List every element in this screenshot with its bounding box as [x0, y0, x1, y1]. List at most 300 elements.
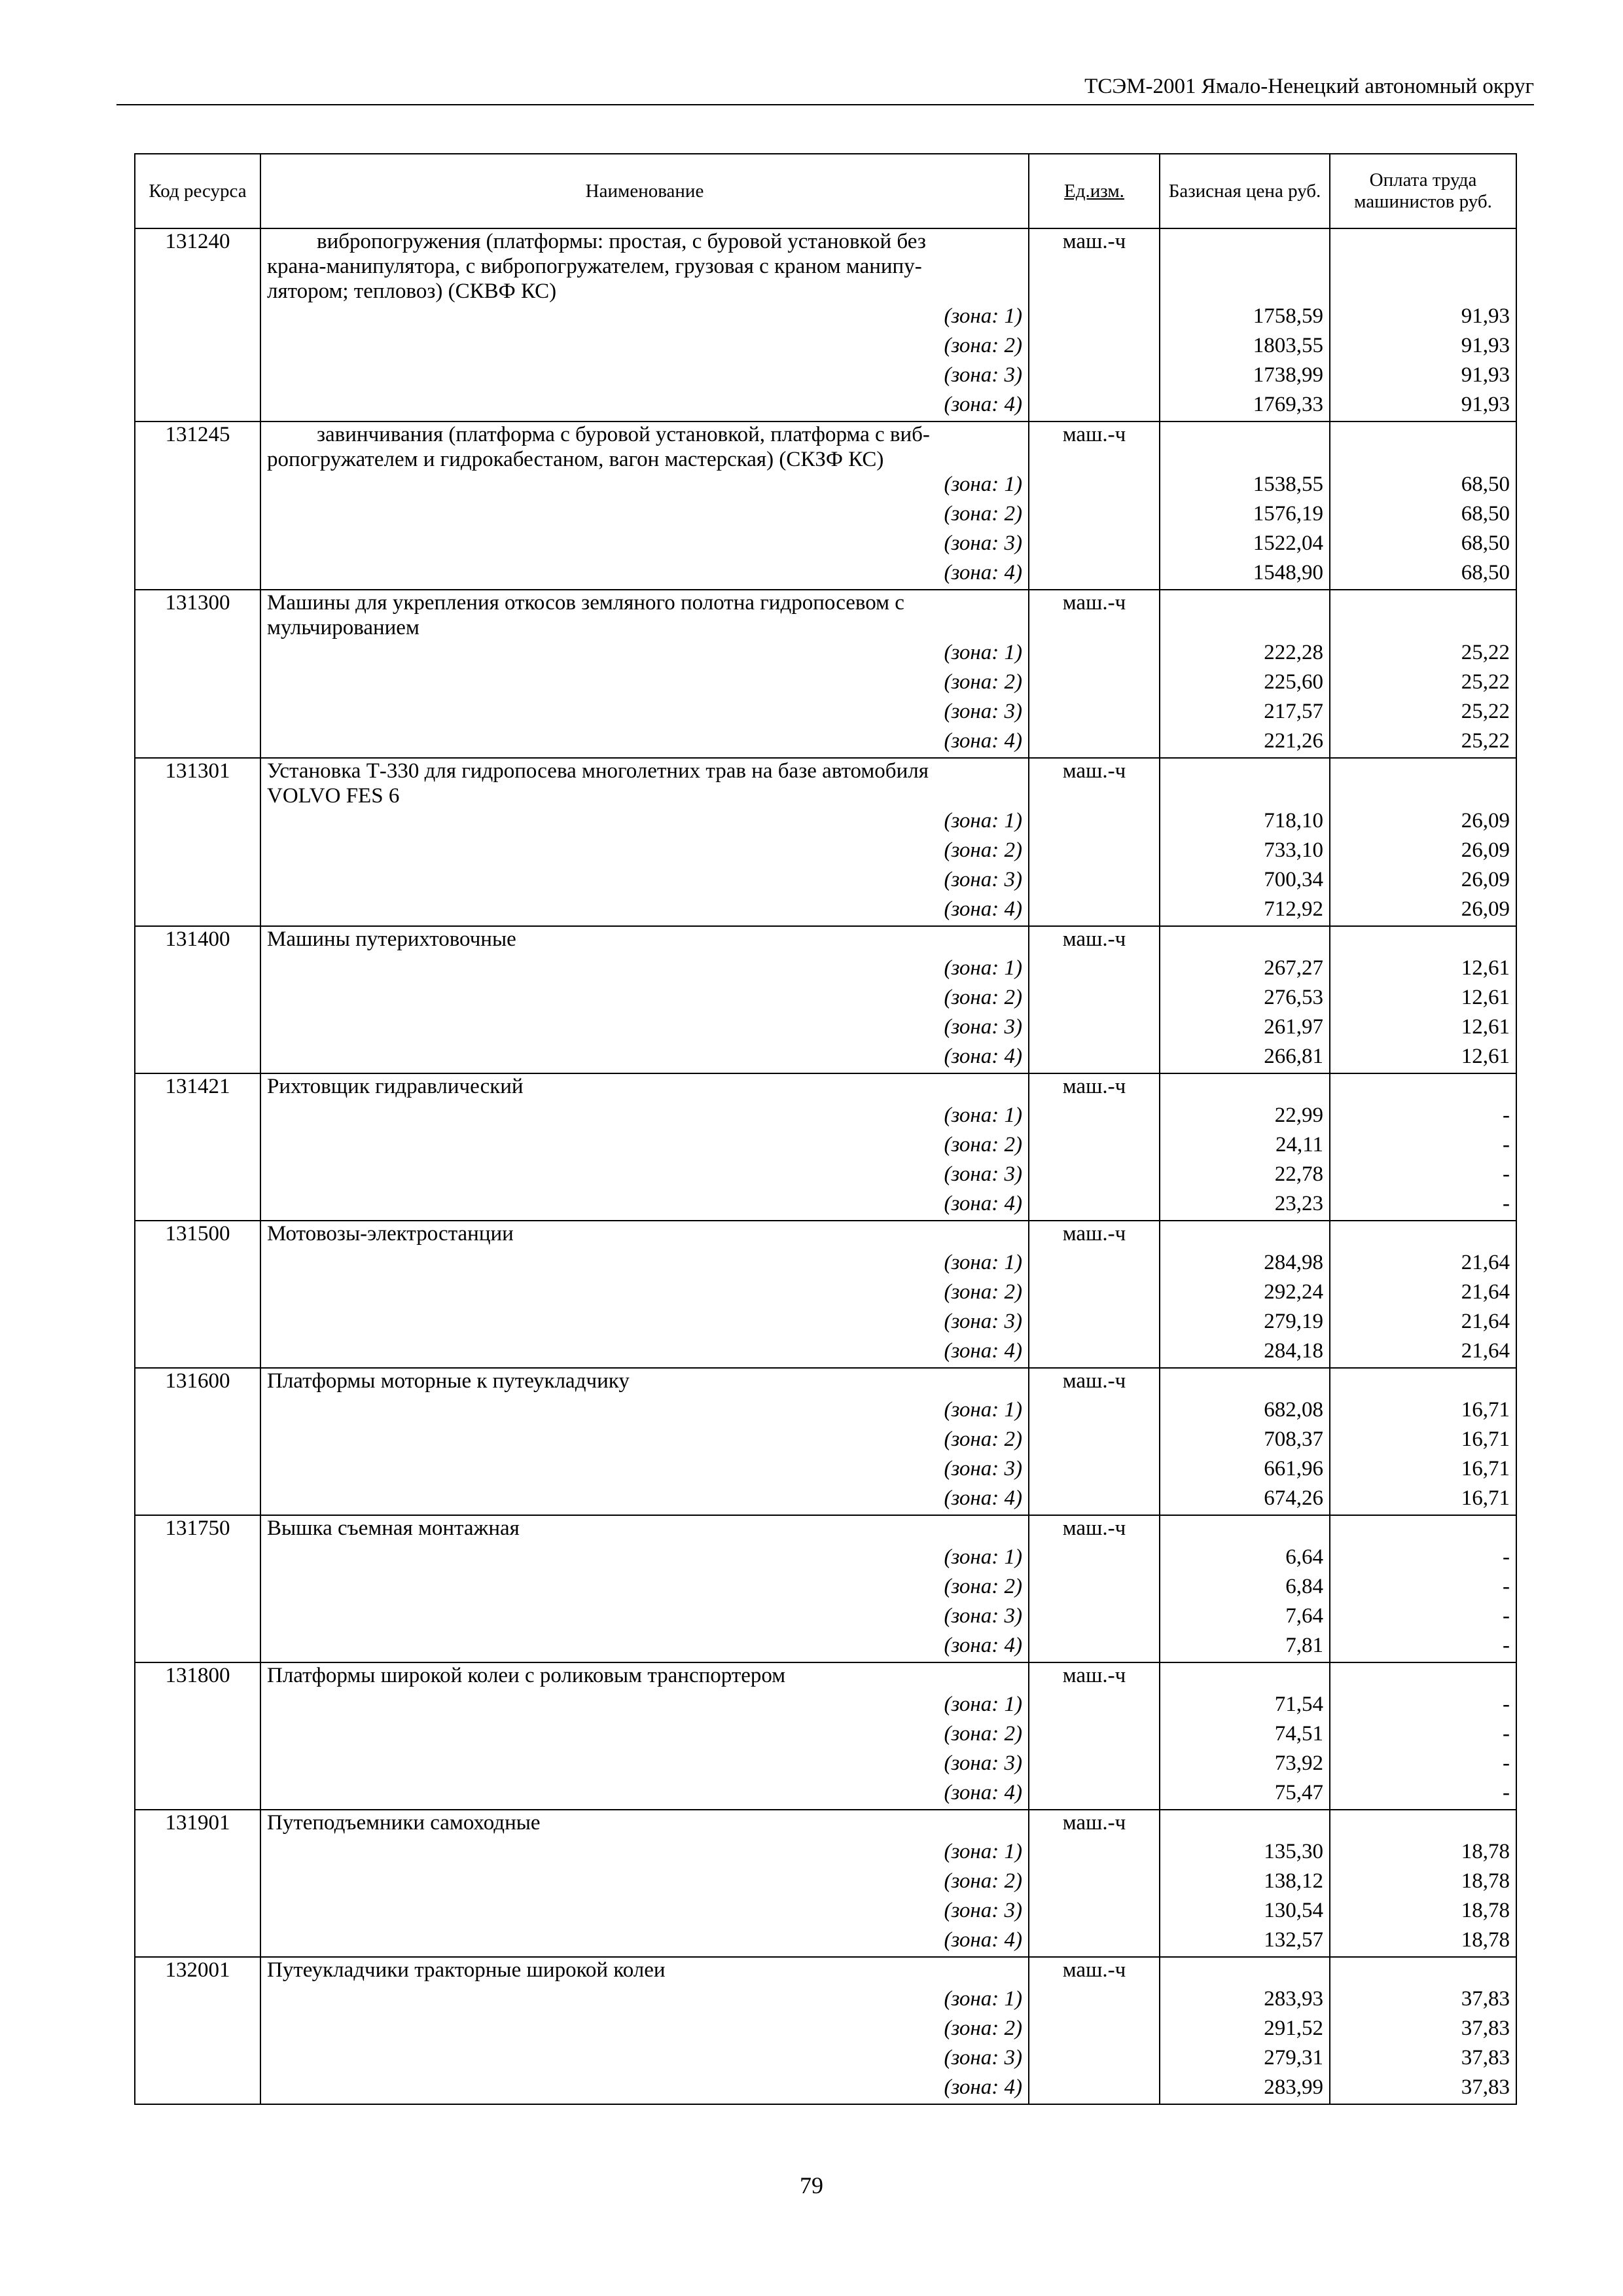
unit-cell-empty [1029, 560, 1160, 590]
price-value: 6,84 [1160, 1574, 1330, 1604]
labor-value: 68,50 [1330, 560, 1516, 590]
labor-value: 16,71 [1330, 1427, 1516, 1456]
price-cell [1160, 1662, 1330, 1692]
zone-row [135, 304, 1516, 333]
zone-label: (зона: 3) [260, 1162, 1029, 1191]
unit-cell-empty [1029, 867, 1160, 897]
unit-cell-empty [1029, 1839, 1160, 1869]
price-value: 73,92 [1160, 1751, 1330, 1780]
price-value: 284,18 [1160, 1338, 1330, 1368]
resource-name-line: лятором; тепловоз) (СКВФ КС) [267, 279, 557, 303]
resource-name-line: крана-манипулятора, с вибропогружателем, грузовая с краном манипу- [267, 255, 922, 278]
labor-value: 68,50 [1330, 531, 1516, 560]
price-value: 71,54 [1160, 1692, 1330, 1721]
code-cell-empty [135, 867, 260, 897]
labor-cell [1330, 1368, 1516, 1397]
price-value: 135,30 [1160, 1839, 1330, 1869]
zone-label: (зона: 4) [260, 560, 1029, 590]
zone-row [135, 1545, 1516, 1574]
code-cell-empty [135, 1103, 260, 1132]
unit-cell-empty [1029, 1692, 1160, 1721]
code-cell-empty [135, 2016, 260, 2045]
unit-cell-empty [1029, 1132, 1160, 1162]
zone-row [135, 1574, 1516, 1604]
unit-cell-empty [1029, 1456, 1160, 1486]
resource-name: Мотовозы-электростанции [260, 1221, 1029, 1250]
unit-cell: маш.-ч [1029, 1368, 1160, 1397]
code-cell-empty [135, 1280, 260, 1309]
unit-cell-empty [1029, 1014, 1160, 1044]
price-value: 75,47 [1160, 1780, 1330, 1810]
code-cell-empty [135, 1545, 260, 1574]
code-cell-empty [135, 985, 260, 1014]
labor-value: - [1330, 1545, 1516, 1574]
zone-row [135, 1309, 1516, 1338]
unit-cell-empty [1029, 472, 1160, 501]
zone-row [135, 1162, 1516, 1191]
unit-cell: маш.-ч [1029, 590, 1160, 640]
zone-row [135, 1869, 1516, 1898]
zone-row [135, 956, 1516, 985]
price-cell [1160, 758, 1330, 808]
unit-cell-empty [1029, 808, 1160, 838]
code-cell-empty [135, 472, 260, 501]
code-cell-empty [135, 1250, 260, 1280]
unit-cell-empty [1029, 1309, 1160, 1338]
resource-code: 131800 [135, 1662, 260, 1692]
price-value: 74,51 [1160, 1721, 1330, 1751]
zone-row [135, 699, 1516, 728]
resource-name: Платформы широкой колеи с роликовым транспортером [260, 1662, 1029, 1692]
zone-row [135, 1928, 1516, 1957]
zone-row [135, 728, 1516, 758]
zone-row [135, 1280, 1516, 1309]
zone-label: (зона: 4) [260, 728, 1029, 758]
labor-value: - [1330, 1574, 1516, 1604]
zone-row [135, 531, 1516, 560]
code-cell-empty [135, 1751, 260, 1780]
code-cell-empty [135, 1839, 260, 1869]
resource-name: Платформы моторные к путеукладчику [260, 1368, 1029, 1397]
unit-cell-empty [1029, 392, 1160, 422]
labor-value: 18,78 [1330, 1928, 1516, 1957]
zone-label: (зона: 1) [260, 1103, 1029, 1132]
zone-label: (зона: 4) [260, 1486, 1029, 1515]
zone-label: (зона: 2) [260, 333, 1029, 363]
zone-row [135, 867, 1516, 897]
unit-cell: маш.-ч [1029, 1515, 1160, 1545]
unit-cell-empty [1029, 1103, 1160, 1132]
price-value: 292,24 [1160, 1280, 1330, 1309]
resource-code: 131300 [135, 590, 260, 640]
price-value: 7,64 [1160, 1604, 1330, 1633]
code-cell-empty [135, 1692, 260, 1721]
labor-value: 68,50 [1330, 472, 1516, 501]
price-value: 1803,55 [1160, 333, 1330, 363]
zone-row [135, 808, 1516, 838]
zone-label: (зона: 1) [260, 1545, 1029, 1574]
unit-cell-empty [1029, 1986, 1160, 2016]
table-row [135, 1515, 1516, 1545]
zone-label: (зона: 1) [260, 304, 1029, 333]
zone-row [135, 1397, 1516, 1427]
unit-cell: маш.-ч [1029, 422, 1160, 472]
zone-row [135, 670, 1516, 699]
zone-row [135, 501, 1516, 531]
labor-cell [1330, 1810, 1516, 1839]
labor-value: - [1330, 1751, 1516, 1780]
unit-cell-empty [1029, 2075, 1160, 2104]
price-value: 718,10 [1160, 808, 1330, 838]
labor-value: - [1330, 1721, 1516, 1751]
unit-cell: маш.-ч [1029, 1662, 1160, 1692]
zone-row [135, 1839, 1516, 1869]
zone-label: (зона: 2) [260, 1574, 1029, 1604]
table-row [135, 1368, 1516, 1397]
labor-cell [1330, 758, 1516, 808]
price-cell [1160, 1515, 1330, 1545]
zone-row [135, 1427, 1516, 1456]
zone-row [135, 1044, 1516, 1073]
unit-cell: маш.-ч [1029, 926, 1160, 956]
code-cell-empty [135, 1574, 260, 1604]
price-value: 132,57 [1160, 1928, 1330, 1957]
unit-cell: маш.-ч [1029, 1810, 1160, 1839]
unit-cell-empty [1029, 1191, 1160, 1221]
table-row [135, 758, 1516, 808]
code-cell-empty [135, 956, 260, 985]
header-rule [116, 104, 1534, 105]
table-body [135, 228, 1516, 2104]
zone-label: (зона: 2) [260, 1721, 1029, 1751]
zone-label: (зона: 1) [260, 1839, 1029, 1869]
zone-row [135, 1103, 1516, 1132]
table-row [135, 590, 1516, 640]
zone-row [135, 1780, 1516, 1810]
labor-cell [1330, 1515, 1516, 1545]
zone-row [135, 1486, 1516, 1515]
code-cell-empty [135, 392, 260, 422]
code-cell-empty [135, 2045, 260, 2075]
zone-row [135, 2045, 1516, 2075]
resource-name-line: Машины для укрепления откосов земляного полотна гидропосевом с [267, 591, 904, 615]
labor-value: 37,83 [1330, 2075, 1516, 2104]
price-value: 138,12 [1160, 1869, 1330, 1898]
code-cell-empty [135, 1191, 260, 1221]
unit-cell-empty [1029, 897, 1160, 926]
price-cell [1160, 1221, 1330, 1250]
price-value: 222,28 [1160, 640, 1330, 670]
resource-code: 131301 [135, 758, 260, 808]
labor-cell [1330, 422, 1516, 472]
labor-value: 16,71 [1330, 1486, 1516, 1515]
code-cell-empty [135, 1486, 260, 1515]
table-row [135, 228, 1516, 304]
zone-row [135, 1456, 1516, 1486]
resource-name-line: Установка Т-330 для гидропосева многолетних трав на базе автомобиля [267, 759, 929, 783]
price-value: 22,78 [1160, 1162, 1330, 1191]
zone-label: (зона: 4) [260, 392, 1029, 422]
price-cell [1160, 590, 1330, 640]
labor-value: 91,93 [1330, 392, 1516, 422]
resource-name: Путеукладчики тракторные широкой колеи [260, 1957, 1029, 1986]
unit-cell-empty [1029, 985, 1160, 1014]
zone-label: (зона: 4) [260, 1338, 1029, 1368]
zone-row [135, 392, 1516, 422]
labor-value: 18,78 [1330, 1839, 1516, 1869]
zone-label: (зона: 2) [260, 985, 1029, 1014]
labor-value: 16,71 [1330, 1456, 1516, 1486]
labor-cell [1330, 228, 1516, 304]
unit-cell-empty [1029, 363, 1160, 392]
unit-cell-empty [1029, 1721, 1160, 1751]
code-cell-empty [135, 670, 260, 699]
code-cell-empty [135, 1721, 260, 1751]
zone-row [135, 560, 1516, 590]
price-value: 712,92 [1160, 897, 1330, 926]
price-value: 7,81 [1160, 1633, 1330, 1662]
unit-cell-empty [1029, 1397, 1160, 1427]
unit-cell-empty [1029, 1780, 1160, 1810]
unit-cell-empty [1029, 1280, 1160, 1309]
price-cell [1160, 1957, 1330, 1986]
code-cell-empty [135, 1986, 260, 2016]
labor-value: 37,83 [1330, 2016, 1516, 2045]
labor-value: 18,78 [1330, 1898, 1516, 1928]
zone-label: (зона: 1) [260, 1250, 1029, 1280]
code-cell-empty [135, 333, 260, 363]
unit-cell-empty [1029, 1044, 1160, 1073]
code-cell-empty [135, 501, 260, 531]
table-row [135, 1221, 1516, 1250]
zone-label: (зона: 2) [260, 1869, 1029, 1898]
zone-row [135, 1986, 1516, 2016]
zone-label: (зона: 3) [260, 1898, 1029, 1928]
code-cell-empty [135, 1309, 260, 1338]
code-cell-empty [135, 1604, 260, 1633]
code-cell-empty [135, 728, 260, 758]
price-value: 1548,90 [1160, 560, 1330, 590]
zone-label: (зона: 4) [260, 1780, 1029, 1810]
resource-name [260, 590, 1029, 640]
unit-cell-empty [1029, 1898, 1160, 1928]
zone-label: (зона: 1) [260, 1986, 1029, 2016]
labor-value: 91,93 [1330, 363, 1516, 392]
code-cell-empty [135, 1427, 260, 1456]
unit-cell-empty [1029, 1486, 1160, 1515]
code-cell-empty [135, 531, 260, 560]
zone-row [135, 1604, 1516, 1633]
labor-value: - [1330, 1692, 1516, 1721]
unit-cell-empty [1029, 1633, 1160, 1662]
page-number: 79 [800, 2172, 823, 2198]
code-cell-empty [135, 1014, 260, 1044]
resource-code: 131500 [135, 1221, 260, 1250]
zone-label: (зона: 3) [260, 531, 1029, 560]
unit-cell-empty [1029, 956, 1160, 985]
zone-label: (зона: 4) [260, 2075, 1029, 2104]
table-row [135, 1957, 1516, 1986]
zone-label: (зона: 1) [260, 808, 1029, 838]
price-value: 283,99 [1160, 2075, 1330, 2104]
code-cell-empty [135, 838, 260, 867]
price-value: 221,26 [1160, 728, 1330, 758]
zone-label: (зона: 4) [260, 897, 1029, 926]
labor-value: 26,09 [1330, 808, 1516, 838]
price-value: 284,98 [1160, 1250, 1330, 1280]
price-value: 23,23 [1160, 1191, 1330, 1221]
labor-value: - [1330, 1103, 1516, 1132]
labor-value: 68,50 [1330, 501, 1516, 531]
zone-label: (зона: 2) [260, 1427, 1029, 1456]
labor-value: 26,09 [1330, 838, 1516, 867]
labor-value: 21,64 [1330, 1338, 1516, 1368]
unit-cell-empty [1029, 333, 1160, 363]
unit-cell-empty [1029, 640, 1160, 670]
price-value: 1738,99 [1160, 363, 1330, 392]
zone-label: (зона: 3) [260, 363, 1029, 392]
unit-cell-empty [1029, 1928, 1160, 1957]
zone-row [135, 897, 1516, 926]
resource-name: Путеподъемники самоходные [260, 1810, 1029, 1839]
resource-code: 131240 [135, 228, 260, 304]
price-value: 733,10 [1160, 838, 1330, 867]
labor-value: 12,61 [1330, 985, 1516, 1014]
zone-row [135, 1338, 1516, 1368]
price-cell [1160, 228, 1330, 304]
unit-cell-empty [1029, 1545, 1160, 1574]
zone-row [135, 472, 1516, 501]
price-value: 291,52 [1160, 2016, 1330, 2045]
zone-label: (зона: 4) [260, 1928, 1029, 1957]
price-value: 1576,19 [1160, 501, 1330, 531]
price-cell [1160, 1073, 1330, 1103]
code-cell-empty [135, 1456, 260, 1486]
unit-cell-empty [1029, 1162, 1160, 1191]
labor-value: 26,09 [1330, 867, 1516, 897]
resource-code: 131400 [135, 926, 260, 956]
zone-row [135, 985, 1516, 1014]
table-row [135, 422, 1516, 472]
unit-cell-empty [1029, 699, 1160, 728]
unit-cell: маш.-ч [1029, 758, 1160, 808]
labor-value: 25,22 [1330, 670, 1516, 699]
price-cell [1160, 422, 1330, 472]
code-cell-empty [135, 363, 260, 392]
zone-row [135, 1721, 1516, 1751]
labor-cell [1330, 1662, 1516, 1692]
resource-name: Вышка съемная монтажная [260, 1515, 1029, 1545]
price-cell [1160, 926, 1330, 956]
unit-cell-empty [1029, 1751, 1160, 1780]
labor-value: 91,93 [1330, 304, 1516, 333]
labor-cell [1330, 590, 1516, 640]
zone-label: (зона: 4) [260, 1191, 1029, 1221]
zone-row [135, 1633, 1516, 1662]
zone-label: (зона: 3) [260, 1014, 1029, 1044]
zone-label: (зона: 1) [260, 1397, 1029, 1427]
zone-label: (зона: 1) [260, 640, 1029, 670]
code-cell-empty [135, 699, 260, 728]
labor-value: 21,64 [1330, 1250, 1516, 1280]
resource-code: 131600 [135, 1368, 260, 1397]
zone-row [135, 2016, 1516, 2045]
labor-value: 12,61 [1330, 1044, 1516, 1073]
zone-label: (зона: 3) [260, 1456, 1029, 1486]
labor-value: 25,22 [1330, 640, 1516, 670]
price-value: 6,64 [1160, 1545, 1330, 1574]
labor-value: 21,64 [1330, 1280, 1516, 1309]
code-cell-empty [135, 640, 260, 670]
resource-name-line: завинчивания (платформа с буровой установкой, платформа с виб- [317, 423, 930, 446]
unit-cell-empty [1029, 1604, 1160, 1633]
code-cell-empty [135, 2075, 260, 2104]
labor-value: 37,83 [1330, 2045, 1516, 2075]
resource-code: 131421 [135, 1073, 260, 1103]
unit-cell-empty [1029, 501, 1160, 531]
zone-label: (зона: 3) [260, 1604, 1029, 1633]
labor-value: 12,61 [1330, 1014, 1516, 1044]
resource-name: Рихтовщик гидравлический [260, 1073, 1029, 1103]
running-header: ТСЭМ-2001 Ямало-Ненецкий автономный округ [1084, 75, 1534, 98]
zone-label: (зона: 1) [260, 956, 1029, 985]
labor-value: 25,22 [1330, 728, 1516, 758]
price-value: 217,57 [1160, 699, 1330, 728]
zone-label: (зона: 3) [260, 2045, 1029, 2075]
col-header-name: Наименование [260, 154, 1029, 228]
zone-label: (зона: 2) [260, 1132, 1029, 1162]
code-cell-empty [135, 1869, 260, 1898]
price-value: 661,96 [1160, 1456, 1330, 1486]
zone-label: (зона: 2) [260, 670, 1029, 699]
resource-code: 131750 [135, 1515, 260, 1545]
zone-label: (зона: 1) [260, 1692, 1029, 1721]
col-header-price: Базисная цена руб. [1160, 154, 1330, 228]
zone-row [135, 1014, 1516, 1044]
zone-row [135, 1898, 1516, 1928]
labor-value: 21,64 [1330, 1309, 1516, 1338]
unit-cell-empty [1029, 728, 1160, 758]
zone-row [135, 640, 1516, 670]
price-value: 24,11 [1160, 1132, 1330, 1162]
zone-row [135, 1191, 1516, 1221]
unit-cell-empty [1029, 2016, 1160, 2045]
price-value: 708,37 [1160, 1427, 1330, 1456]
code-cell-empty [135, 1397, 260, 1427]
unit-cell-empty [1029, 670, 1160, 699]
resource-name-line: мульчированием [267, 616, 419, 639]
code-cell-empty [135, 1780, 260, 1810]
price-value: 1769,33 [1160, 392, 1330, 422]
resource-name [260, 228, 1029, 304]
labor-value: 16,71 [1330, 1397, 1516, 1427]
labor-value: - [1330, 1604, 1516, 1633]
zone-label: (зона: 3) [260, 1309, 1029, 1338]
labor-value: 18,78 [1330, 1869, 1516, 1898]
zone-row [135, 1692, 1516, 1721]
zone-label: (зона: 3) [260, 1751, 1029, 1780]
price-value: 674,26 [1160, 1486, 1330, 1515]
zone-label: (зона: 2) [260, 838, 1029, 867]
unit-cell: маш.-ч [1029, 1957, 1160, 1986]
code-cell-empty [135, 1162, 260, 1191]
zone-row [135, 1751, 1516, 1780]
table-header-row [135, 154, 1516, 228]
zone-label: (зона: 4) [260, 1633, 1029, 1662]
price-value: 283,93 [1160, 1986, 1330, 2016]
code-cell-empty [135, 560, 260, 590]
code-cell-empty [135, 808, 260, 838]
